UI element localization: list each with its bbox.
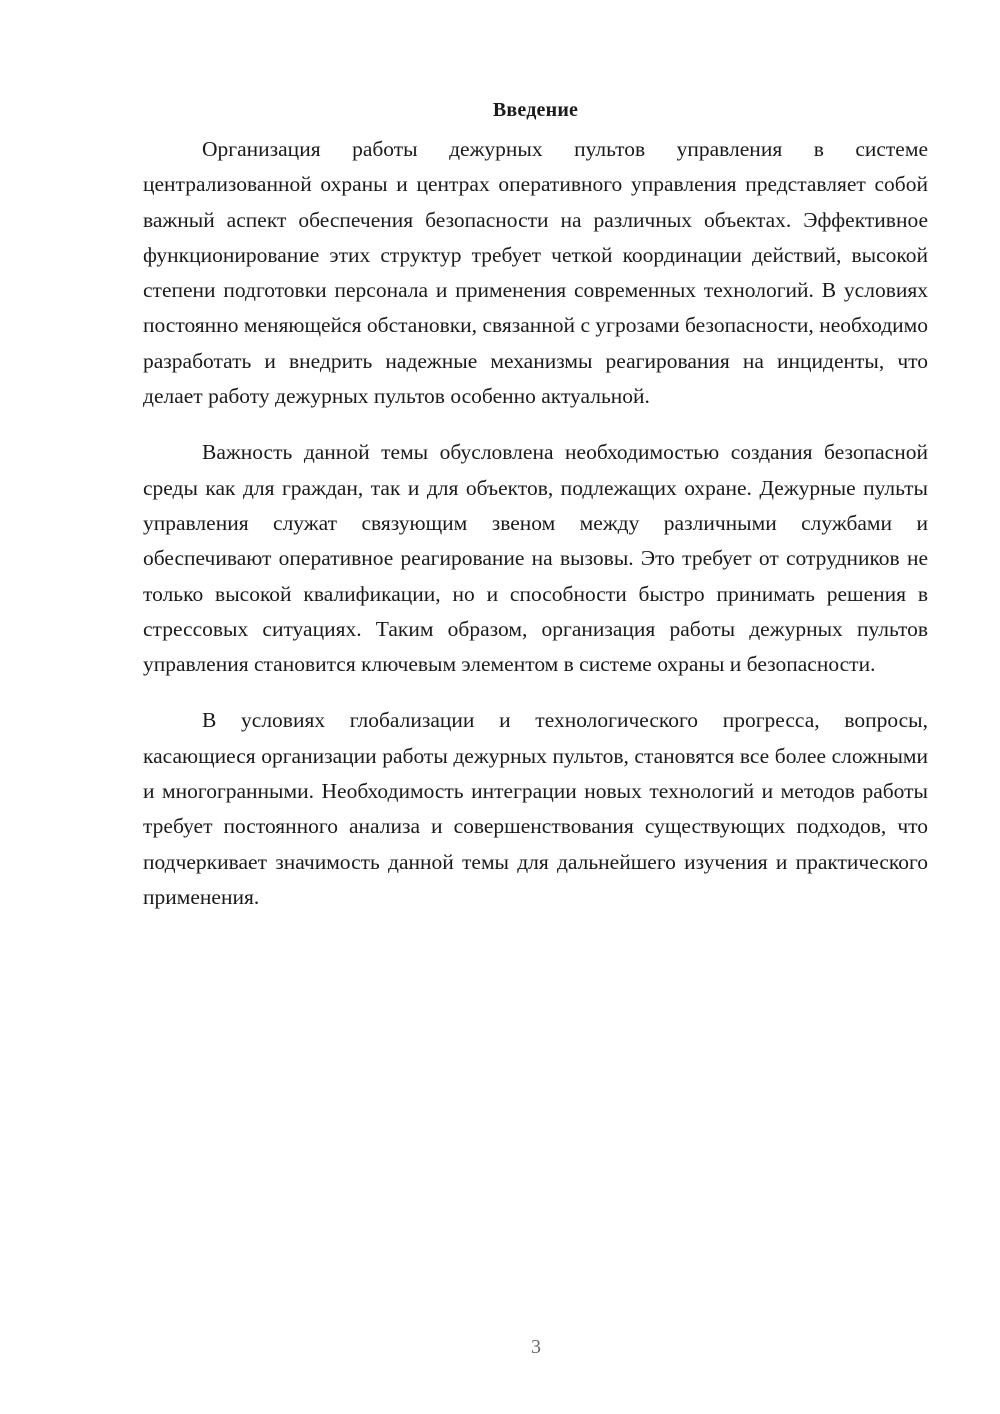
paragraph-1: Организация работы дежурных пультов управления в системе централизованной охраны и центрах оперативного управления представляет собой важный аспект обеспечения безопасности на различных объектах. Эффективное функционирование этих структур требует четкой координации действий, высокой степени подготовки персонала и применения современных технологий. В условиях постоянно меняющейся обстановки, связанной с угрозами безопасности, необходимо разработать и внедрить надежные механизмы реагирования на инциденты, что делает работу дежурных пультов особенно актуальной. [143, 137, 928, 409]
page-number: 3 [531, 1336, 541, 1358]
section-title: Введение [492, 99, 579, 121]
paragraph-3: В условиях глобализации и технологического прогресса, вопросы, касающиеся организации работы дежурных пультов, становятся все более сложными и многогранными. Необходимость интеграции новых технологий и методов работы требует постоянного анализа и совершенствования существующих подходов, что подчеркивает значимость данной темы для дальнейшего изучения и практического применения. [143, 708, 928, 909]
page-content [143, 94, 928, 915]
paragraph-2: Важность данной темы обусловлена необходимостью создания безопасной среды как для граждан, так и для объектов, подлежащих охране. Дежурные пульты управления служат связующим звеном между различными службами и обеспечивают оперативное реагирование на вызовы. Это требует от сотрудников не только высокой квалификации, но и способности быстро принимать решения в стрессовых ситуациях. Таким образом, организация работы дежурных пультов управления становится ключевым элементом в системе охраны и безопасности. [143, 440, 928, 677]
